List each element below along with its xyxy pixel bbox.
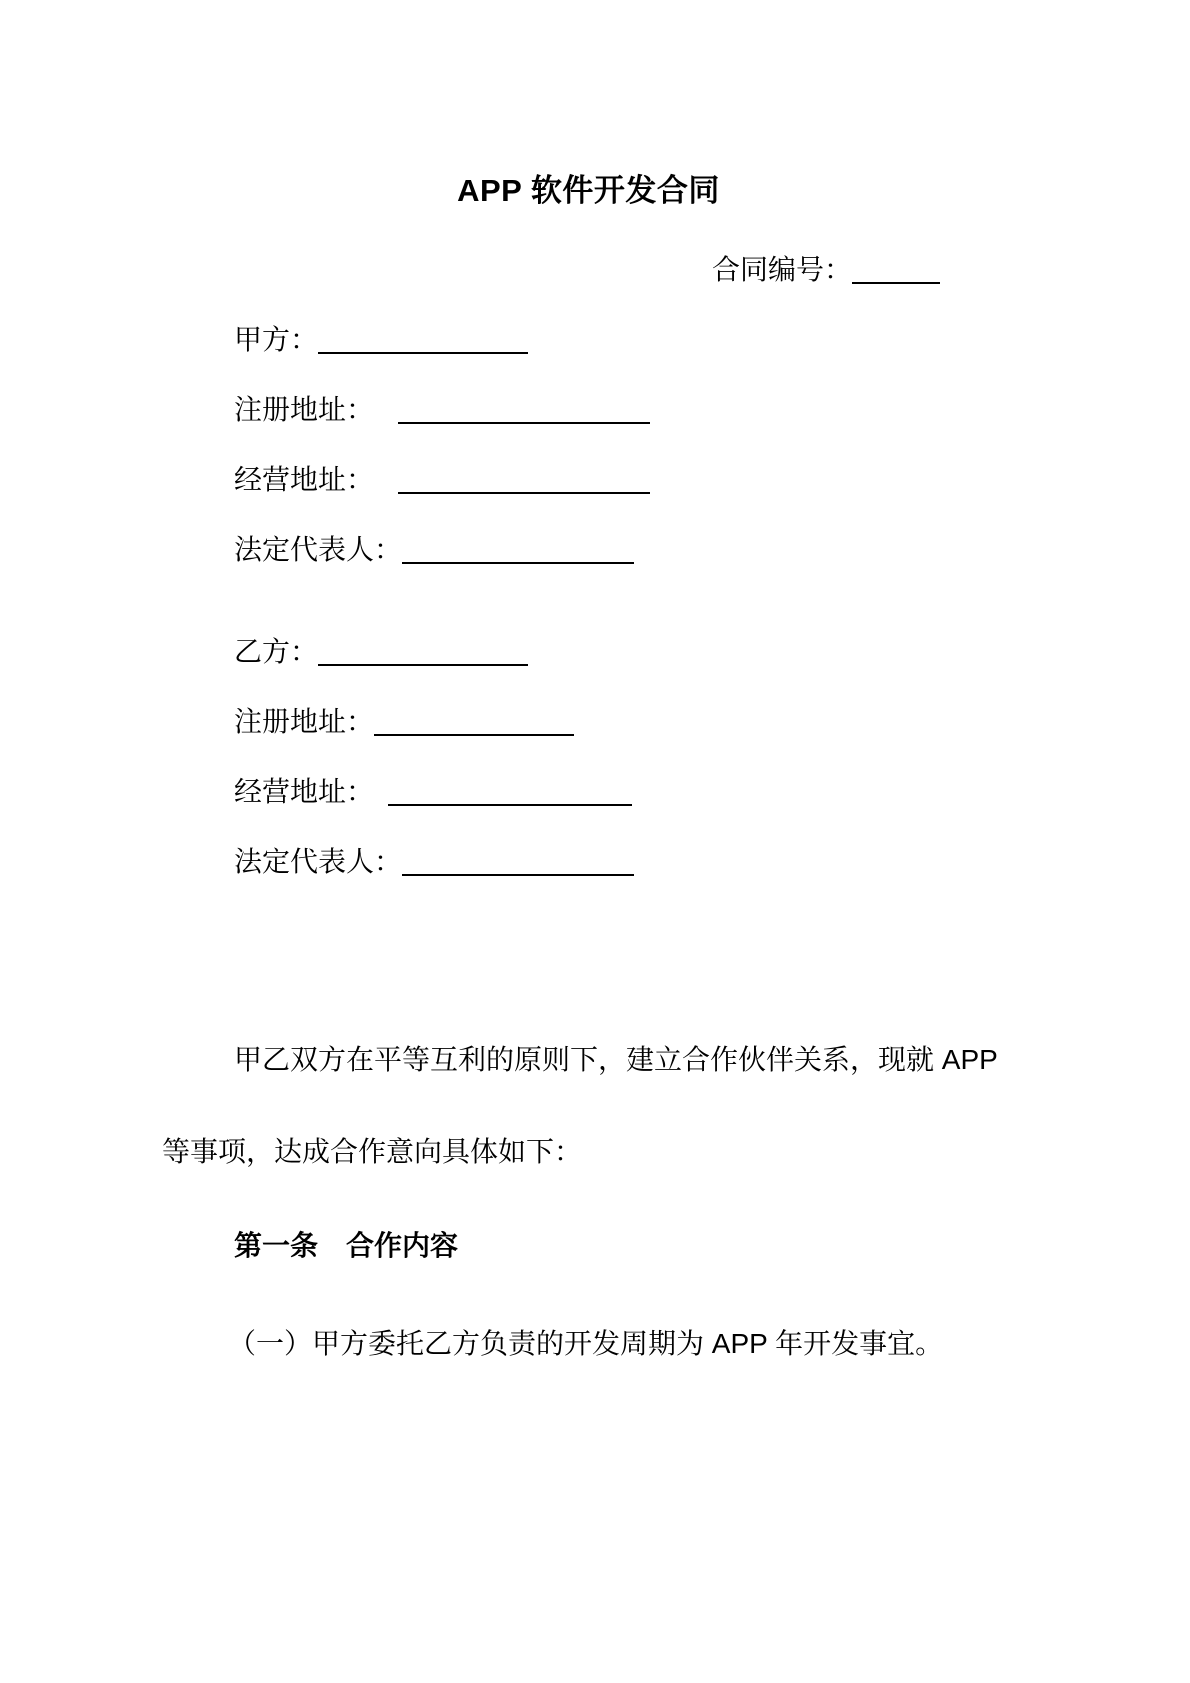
party-b-legal-rep-label: 法定代表人： [234,846,403,877]
party-b-biz-address-blank-field[interactable] [388,774,632,806]
party-a-name-line [162,320,1015,360]
contract-number-line [162,250,1015,290]
party-a-biz-address-line [162,460,1015,500]
party-a-legal-rep-blank-field[interactable] [402,532,634,564]
party-a-biz-address-blank-field[interactable] [398,462,650,494]
party-a-legal-rep-label: 法定代表人： [234,534,403,565]
party-a-legal-rep-line [162,530,1015,570]
party-a-reg-address-line [162,390,1015,430]
party-b-reg-address-label: 注册地址： [234,706,375,737]
party-b-name-label: 乙方： [234,636,319,667]
party-b-legal-rep-line [162,842,1015,882]
contract-number-blank-field[interactable] [852,252,940,284]
party-a-name-label: 甲方： [234,324,319,355]
intro-paragraph-line-2: 等事项，达成合作意向具体如下： [162,1136,583,1167]
document-title: APP 软件开发合同 [457,173,720,208]
section-1-heading: 第一条 合作内容 [234,1230,459,1261]
party-b-biz-address-label: 经营地址： [234,776,375,807]
party-a-reg-address-blank-field[interactable] [398,392,650,424]
party-b-legal-rep-blank-field[interactable] [402,844,634,876]
party-b-reg-address-line [162,702,1015,742]
party-a-biz-address-label: 经营地址： [234,464,375,495]
contract-number-label: 合同编号： [711,254,852,285]
intro-paragraph-line-1: 甲乙双方在平等互利的原则下，建立合作伙伴关系，现就 APP [234,1044,998,1075]
party-a-name-blank-field[interactable] [318,322,528,354]
party-b-biz-address-line [162,772,1015,812]
party-b-reg-address-blank-field[interactable] [374,704,574,736]
section-1-clause-1: （一）甲方委托乙方负责的开发周期为 APP 年开发事宜。 [228,1328,944,1359]
party-a-reg-address-label: 注册地址： [234,394,375,425]
party-b-name-line [162,632,1015,672]
party-b-name-blank-field[interactable] [318,634,528,666]
